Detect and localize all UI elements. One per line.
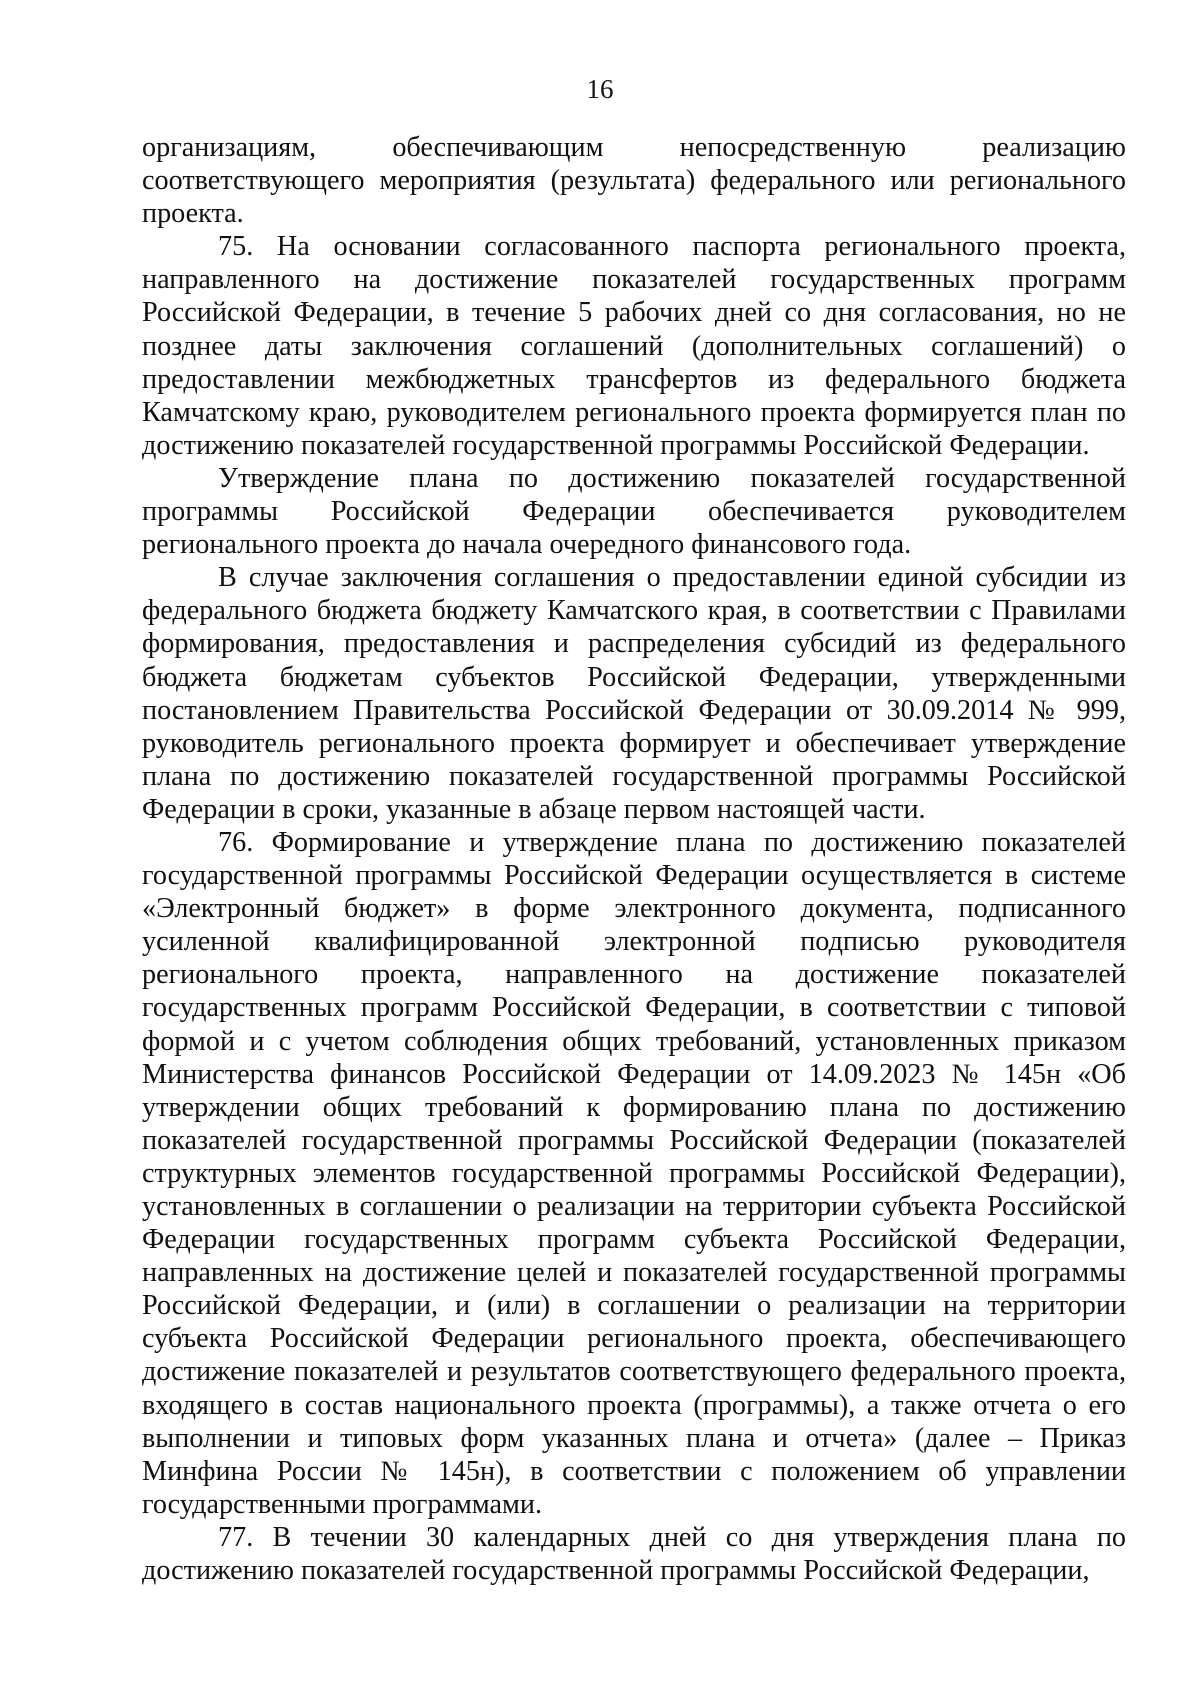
paragraph-75: 75. На основании согласованного паспорта регионального проекта, направленного на достижение показателей государственных программ Российской Федерации, в течение 5 рабочих дней со дня согласования, но не позднее даты заключения соглашений (дополнительных соглашений) о предоставлении межбюджетных трансфертов из федерального бюджета Камчатскому краю, руководителем регионального проекта формируется план по достижению показателей государственной программы Российской Федерации. (142, 231, 1126, 461)
paragraph-77: 77. В течении 30 календарных дней со дня утверждения плана по достижению показателей государственной программы Российской Федерации, (142, 1521, 1126, 1587)
paragraph-75-approval: Утверждение плана по достижению показателей государственной программы Российской Федерации обеспечивается руководителем регионального проекта до начала очередного финансового года. (142, 462, 1126, 561)
page-number: 16 (586, 74, 614, 104)
paragraph-76: 76. Формирование и утверждение плана по достижению показателей государственной программы Российской Федерации осуществляется в системе «Электронный бюджет» в форме электронного документа, подписанного усиленной квалифицированной электронной подписью руководителя регионального проекта, направленного на достижение показателей государственных программ Российской Федерации, в соответствии с типовой формой и с учетом соблюдения общих требований, установленных приказом Министерства финансов Российской Федерации от 14.09.2023 № 145н «Об утверждении общих требований к формированию плана по достижению показателей государственной программы Российской Федерации (показателей структурных элементов государственной программы Российской Федерации), установленных в соглашении о реализации на территории субъекта Российской Федерации государственных программ субъекта Российской Федерации, направленных на достижение целей и показателей государственной программы Российской Федерации, и (или) в соглашении о реализации на территории субъекта Российской Федерации регионального проекта, обеспечивающего достижение показателей и результатов соответствующего федерального проекта, входящего в состав национального проекта (программы), а также отчета о его выполнении и типовых форм указанных плана и отчета» (далее – Приказ Минфина России № 145н), в соответствии с положением об управлении государственными программами. (142, 826, 1126, 1520)
document-body (142, 131, 1126, 1587)
paragraph-75-single-subsidy: В случае заключения соглашения о предоставлении единой субсидии из федерального бюджета бюджету Камчатского края, в соответствии с Правилами формирования, предоставления и распределения субсидий из федерального бюджета бюджетам субъектов Российской Федерации, утвержденными постановлением Правительства Российской Федерации от 30.09.2014 № 999, руководитель регионального проекта формирует и обеспечивает утверждение плана по достижению показателей государственной программы Российской Федерации в сроки, указанные в абзаце первом настоящей части. (142, 562, 1126, 825)
paragraph-continuation: организациям, обеспечивающим непосредственную реализацию соответствующего мероприятия (результата) федерального или регионального проекта. (142, 132, 1126, 230)
